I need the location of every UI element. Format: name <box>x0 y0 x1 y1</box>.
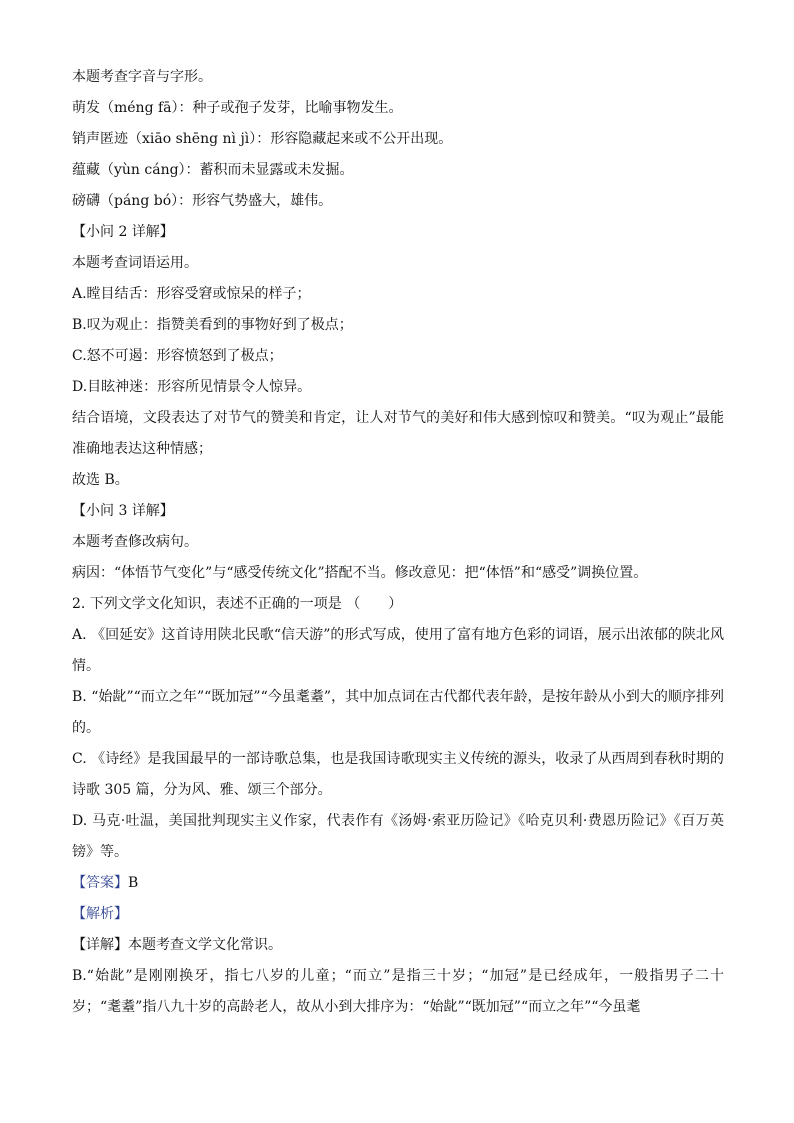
question-option-b: B. “始龀”“而立之年”“既加冠”“今虽耄耋”，其中加点词在古代都代表年龄，是按年龄从小到大的顺序排列的。 <box>72 689 724 736</box>
text-line: 蕴藏（yùn cáng）：蓄积而未显露或未发掘。 <box>72 162 354 178</box>
text-line: 销声匿迹（xiāo shēng nì jì）：形容隐藏起来或不公开出现。 <box>72 131 453 147</box>
text-line: 故选 B。 <box>72 472 129 488</box>
text-line: 本题考查字音与字形。 <box>72 69 212 85</box>
text-line: 磅礴（páng bó）：形容气势盛大，雄伟。 <box>72 193 333 209</box>
answer-line <box>72 868 724 899</box>
answer-value: B <box>128 875 139 891</box>
paragraph: 结合语境，文段表达了对节气的赞美和肯定，让人对节气的美好和伟大感到惊叹和赞美。“叹为观止”最能准确地表达这种情感； <box>72 410 724 457</box>
option-c: C.怒不可遏：形容愤怒到了极点； <box>72 348 283 364</box>
text-line: 萌发（méng fā）：种子或孢子发芽，比喻事物发生。 <box>72 100 403 116</box>
option-b: B.叹为观止：指赞美看到的事物好到了极点； <box>72 317 353 333</box>
section-heading: 【小问 2 详解】 <box>72 224 174 240</box>
question-option-d: D. 马克·吐温，美国批判现实主义作家，代表作有《汤姆·索亚历险记》《哈克贝利·费恩历险记》《百万英镑》等。 <box>72 813 724 860</box>
document-page <box>72 62 724 1023</box>
analysis-heading: 【解析】 <box>72 906 128 922</box>
question-option-c: C. 《诗经》是我国最早的一部诗歌总集，也是我国诗歌现实主义传统的源头，收录了从西周到春秋时期的诗歌 305 篇，分为风、雅、颂三个部分。 <box>72 751 724 798</box>
option-a: A.瞠目结舌：形容受窘或惊呆的样子； <box>72 286 311 302</box>
question-option-a: A. 《回延安》这首诗用陕北民歌“信天游”的形式写成，使用了富有地方色彩的词语，展示出浓郁的陕北风情。 <box>72 627 724 674</box>
detail-paragraph: B.“始龀”是刚刚换牙，指七八岁的儿童；“而立”是指三十岁；“加冠”是已经成年，一般指男子二十岁；“耄耋”指八九十岁的高龄老人，故从小到大排序为：“始龀”“既加冠”“而立之年”“今虽耄 <box>72 968 724 1015</box>
text-line: 本题考查修改病句。 <box>72 534 198 550</box>
option-d: D.目眩神迷：形容所见情景令人惊异。 <box>72 379 312 395</box>
text-line: 病因：“体悟节气变化”与“感受传统文化”搭配不当。修改意见：把“体悟”和“感受”调换位置。 <box>72 565 648 581</box>
section-heading: 【小问 3 详解】 <box>72 503 174 519</box>
answer-label: 【答案】 <box>72 875 128 891</box>
question-stem: 2. 下列文学文化知识，表述不正确的一项是 （ ） <box>72 596 403 612</box>
text-line: 本题考查词语运用。 <box>72 255 198 271</box>
detail-heading: 【详解】本题考查文学文化常识。 <box>72 937 282 953</box>
